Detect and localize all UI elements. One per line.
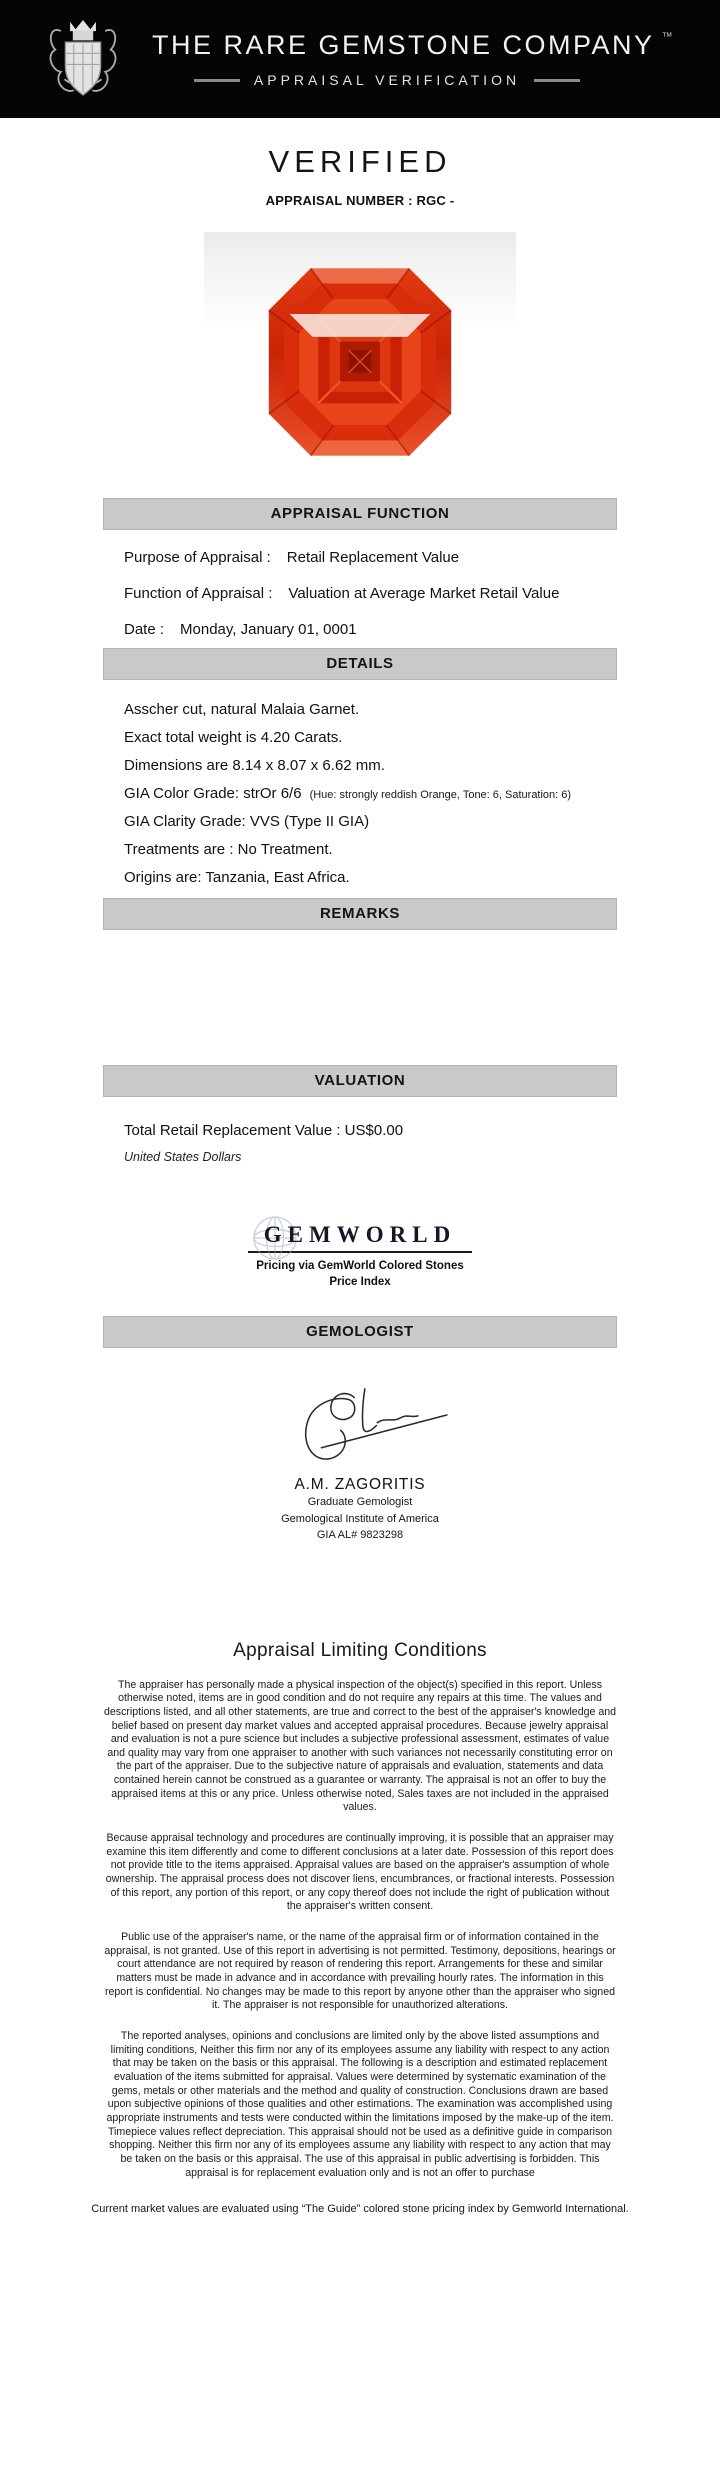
pricing-index-note: Current market values are evaluated using “The Guide” colored stone pricing index by Gemworld International.	[91, 2203, 629, 2216]
company-crest-icon	[46, 13, 120, 106]
gemstone-photo	[204, 232, 516, 464]
gemologist-name: A.M. ZAGORITIS	[294, 1476, 426, 1494]
bottom-whitespace	[0, 2218, 720, 2298]
header-tagline: APPRAISAL VERIFICATION	[253, 72, 521, 88]
section-header-appraisal-function: APPRAISAL FUNCTION	[103, 498, 617, 530]
date-value: Monday, January 01, 0001	[180, 621, 357, 638]
details-list	[102, 701, 618, 886]
detail-clarity-grade: GIA Clarity Grade: VVS (Type II GIA)	[124, 813, 370, 830]
total-replacement-value: Total Retail Replacement Value : US$0.00	[124, 1122, 404, 1139]
gemworld-pricing-source	[235, 1222, 485, 1290]
trademark-symbol: ™	[661, 31, 673, 43]
detail-cut: Asscher cut, natural Malaia Garnet.	[124, 701, 360, 718]
asscher-cut-garnet-image	[265, 262, 455, 462]
section-header-remarks: REMARKS	[103, 898, 617, 930]
limiting-conditions-paragraph-1: The appraiser has personally made a physical inspection of the object(s) specified in this report. Unless otherwise noted, items are in good condition and do not require any repairs at this time. The values and descriptions listed, and all other statements, are true and correct to the best of the appraiser's knowledge and belief based on present day market values and accepted appraisal procedures. Because jewelry appraisal and evaluation is not a pure science but includes a subjective professional assessment, estimates of value and quality may vary from one appraiser to another with such variances not necessarily constituting error on the part of the appraiser. Due to the subjective nature of appraisals and evaluation, statements and data contained herein cannot be construed as a guarantee or warranty. The appraisal is not an offer to buy the appraised items at this or any price. Unless otherwise noted, Sales taxes are not included in the appraised values.	[104, 1678, 616, 1814]
appraisal-number: APPRAISAL NUMBER : RGC -	[265, 193, 455, 208]
row-date	[102, 621, 618, 638]
section-header-gemologist: GEMOLOGIST	[103, 1316, 617, 1348]
gemworld-brand: GEMWORLD	[263, 1222, 457, 1247]
valuation-block	[102, 1122, 618, 1164]
row-purpose	[102, 549, 618, 566]
gemologist-credential-institute: Gemological Institute of America	[281, 1512, 439, 1525]
purpose-label: Purpose of Appraisal :	[124, 549, 271, 566]
verified-status: VERIFIED	[268, 144, 452, 179]
gemologist-credential-license: GIA AL# 9823298	[316, 1529, 404, 1542]
function-label: Function of Appraisal :	[124, 585, 273, 602]
detail-weight: Exact total weight is 4.20 Carats.	[124, 729, 343, 746]
currency-note: United States Dollars	[124, 1150, 242, 1164]
limiting-conditions-paragraph-3: Public use of the appraiser's name, or the name of the appraisal firm or of information contained in the appraisal, is not granted. Use of this report in advertising is not permitted. Testimony, depositions, hearings or court attendance are not required by reason of rendering this report. Arrangements for these and similar matters must be made in advance and in accordance with prevailing hourly rates. The information in this report is confidential. No changes may be made to this report by anyone other than the appraiser who signed it. The appraiser is not responsible for unauthorized alterations.	[104, 1931, 616, 2012]
gemologist-signature	[250, 1386, 470, 1468]
detail-origins: Origins are: Tanzania, East Africa.	[124, 869, 350, 886]
limiting-conditions-paragraph-4: The reported analyses, opinions and conclusions are limited only by the above listed assumptions and limiting conditions, Neither this firm nor any of its employees assume any liability with respect to any action that may be taken on the basis or this appraisal. The following is a description and estimated replacement evaluation of the items submitted for appraisal. Values were determined by systematic examination of the gems, metals or other materials and the method and quality of construction. Conclusions drawn are based upon subjective opinions of those qualities and other estimations. The examination was accomplished using appropriate instruments and tests were conducted within the limitations imposed by the make-up of the item. Timepiece values reflect depreciation. This appraisal should not be used as a definitive guide in comparison shopping. Neither this firm nor any of its employees assume any liability with respect to any action that may be taken on the basis or this appraisal. The use of this appraisal in public advertising is forbidden. This appraisal is for replacement evaluation only and is not an offer to purchase	[106, 2029, 614, 2179]
header-tagline-row	[152, 72, 622, 88]
gemologist-credential-degree: Graduate Gemologist	[307, 1496, 413, 1509]
row-function	[102, 585, 618, 602]
section-header-valuation: VALUATION	[103, 1065, 617, 1097]
detail-dimensions: Dimensions are 8.14 x 8.07 x 6.62 mm.	[124, 757, 385, 774]
divider-line-left	[194, 79, 240, 82]
date-label: Date :	[124, 621, 165, 638]
divider-line-right	[534, 79, 580, 82]
section-header-details: DETAILS	[103, 648, 617, 680]
detail-color-grade: GIA Color Grade: strOr 6/6 (Hue: strongly reddish Orange, Tone: 6, Saturation: 6)	[124, 785, 572, 802]
purpose-value: Retail Replacement Value	[286, 549, 460, 566]
appraisal-function-rows	[102, 549, 618, 638]
detail-treatments: Treatments are : No Treatment.	[124, 841, 333, 858]
company-title-line	[152, 30, 720, 61]
limiting-conditions-title: Appraisal Limiting Conditions	[233, 1639, 487, 1661]
company-name: THE RARE GEMSTONE COMPANY	[152, 30, 655, 60]
app-header	[0, 0, 720, 118]
color-grade-note: (Hue: strongly reddish Orange, Tone: 6, Saturation: 6)	[309, 789, 572, 801]
limiting-conditions-paragraph-2: Because appraisal technology and procedures are continually improving, it is possible that an appraiser may examine this item differently and come to different conclusions at a later date. Possession of this report does not provide title to the items appraised. Appraisal values are based on the appraiser's assumption of whole ownership. The appraisal process does not discover liens, encumbrances, or fractional interests. Possession of this report, any portion of this report, or any copy thereof does not include the right of publication without the appraiser's written consent.	[105, 1832, 615, 1913]
function-value: Valuation at Average Market Retail Value	[288, 585, 560, 602]
gemworld-caption: Pricing via GemWorld Colored Stones Price Index	[256, 1260, 464, 1288]
